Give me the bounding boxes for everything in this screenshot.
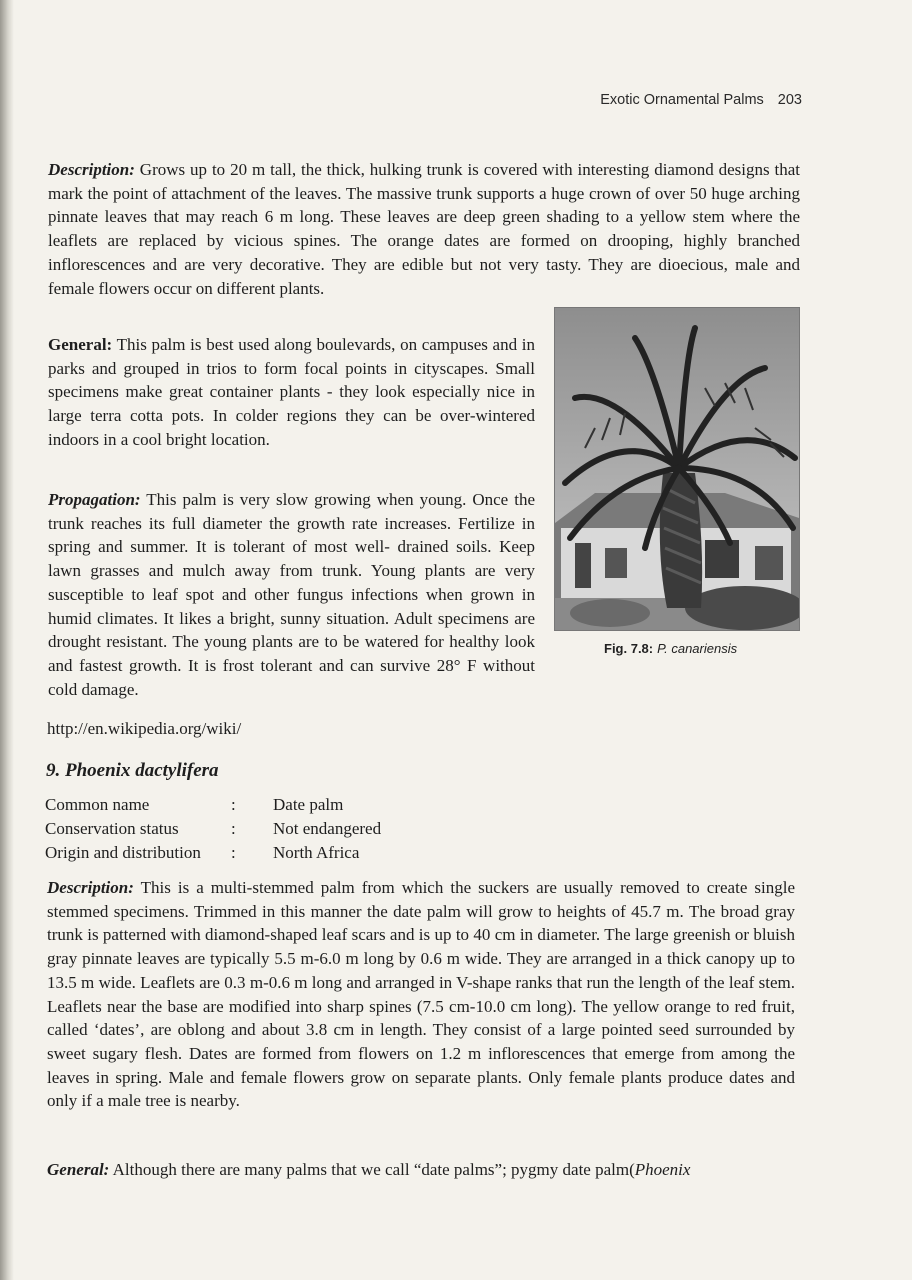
info-value: North Africa (273, 843, 360, 862)
general-label: General: (47, 1160, 110, 1179)
species-info-table (45, 793, 381, 865)
description-text: This is a multi-stemmed palm from which the suckers are usually removed to create single stemmed specimens. Trimmed in this manner the date palm will grow to heights of 45.7 m. The broad gray trunk is patterned with diamond-shaped leaf scars and is up to 40 cm in diameter. The large greenish or bluish gray pinnate leaves are typically 5.5 m-6.0 m long by 0.6 m wide. They are arranged in a thick canopy up to 13.5 m wide. Leaflets are 0.3 m-0.6 m long and arranged in V-shape ranks that run the length of the leaf stem. Leaflets near the base are modified into sharp spines (7.5 cm-10.0 cm long). The yellow orange to red fruit, called ‘dates’, are oblong and about 3.8 cm in length. They consist of a large pointed seed surrounded by sweet sugary flesh. Dates are formed from flowers on 1.2 m inflorescences that emerge from among the leaves in spring. Male and female flowers grow on separate plants. Only female plants produce dates and only if a male tree is nearby. (47, 878, 795, 1111)
figure-caption (604, 641, 794, 656)
info-row-origin-distribution (45, 841, 381, 865)
info-row-common-name (45, 793, 381, 817)
general-paragraph-canariensis (48, 333, 535, 452)
general-text: This palm is best used along boulevards, on campuses and in parks and grouped in trios to form focal points in cityscapes. Small specimens make great container plants - they look especially nice in large terra cotta pots. In colder regions they can be over-wintered indoors in a cool bright location. (48, 335, 535, 449)
palm-photograph (554, 307, 800, 631)
general-paragraph-dactylifera (47, 1158, 795, 1182)
info-key: Origin and distribution (45, 843, 201, 862)
general-text: Although there are many palms that we call “date palms”; pygmy date palm( (109, 1160, 635, 1179)
info-separator: : (231, 819, 236, 838)
section-heading-phoenix-dactylifera: 9. Phoenix dactylifera (46, 760, 219, 781)
description-text: Grows up to 20 m tall, the thick, hulking trunk is covered with interesting diamond designs that mark the point of attachment of the leaves. The massive trunk supports a huge crown of over 50 huge arching pinnate leaves that may reach 6 m long. These leaves are deep green shading to a yellow stem where the leaflets are replaced by vicious spines. The orange dates are formed on drooping, highly branched inflorescences and are very decorative. They are edible but not very tasty. They are dioecious, male and female flowers occur on different plants. (48, 160, 800, 298)
info-separator: : (231, 795, 236, 814)
palm-illustration (555, 308, 799, 630)
running-title: Exotic Ornamental Palms (600, 92, 764, 108)
general-italic-tail: Phoenix (634, 1160, 691, 1179)
book-spine-shadow (0, 0, 14, 1280)
info-row-conservation-status (45, 817, 381, 841)
description-label: Description: (47, 878, 134, 897)
description-label: Description: (48, 160, 135, 179)
description-paragraph-dactylifera (47, 876, 795, 1113)
propagation-paragraph (48, 488, 535, 701)
info-key: Conservation status (45, 819, 179, 838)
info-separator: : (231, 843, 236, 862)
source-url: http://en.wikipedia.org/wiki/ (47, 719, 242, 738)
general-label: General: (48, 335, 113, 354)
info-key: Common name (45, 795, 150, 814)
description-paragraph-canariensis (48, 158, 800, 300)
info-value: Date palm (273, 795, 344, 814)
info-value: Not endangered (273, 819, 382, 838)
propagation-text: This palm is very slow growing when young. Once the trunk reaches its full diameter the growth rate increases. Fertilize in spring and summer. It is tolerant of most well- drained soils. Keep lawn grasses and mulch away from trunk. Young plants are very susceptible to leaf spot and other fungus infections when grown in humid climates. It likes a bright, sunny situation. Adult specimens are drought resistant. The young plants are to be watered for healthy look and fastest growth. It is frost tolerant and can survive 28° F without cold damage. (48, 490, 535, 699)
page-number: 203 (777, 92, 802, 108)
propagation-label: Propagation: (48, 490, 141, 509)
figure-label: Fig. 7.8: (604, 641, 654, 656)
figure-species: P. canariensis (657, 641, 738, 656)
running-header (600, 92, 802, 108)
